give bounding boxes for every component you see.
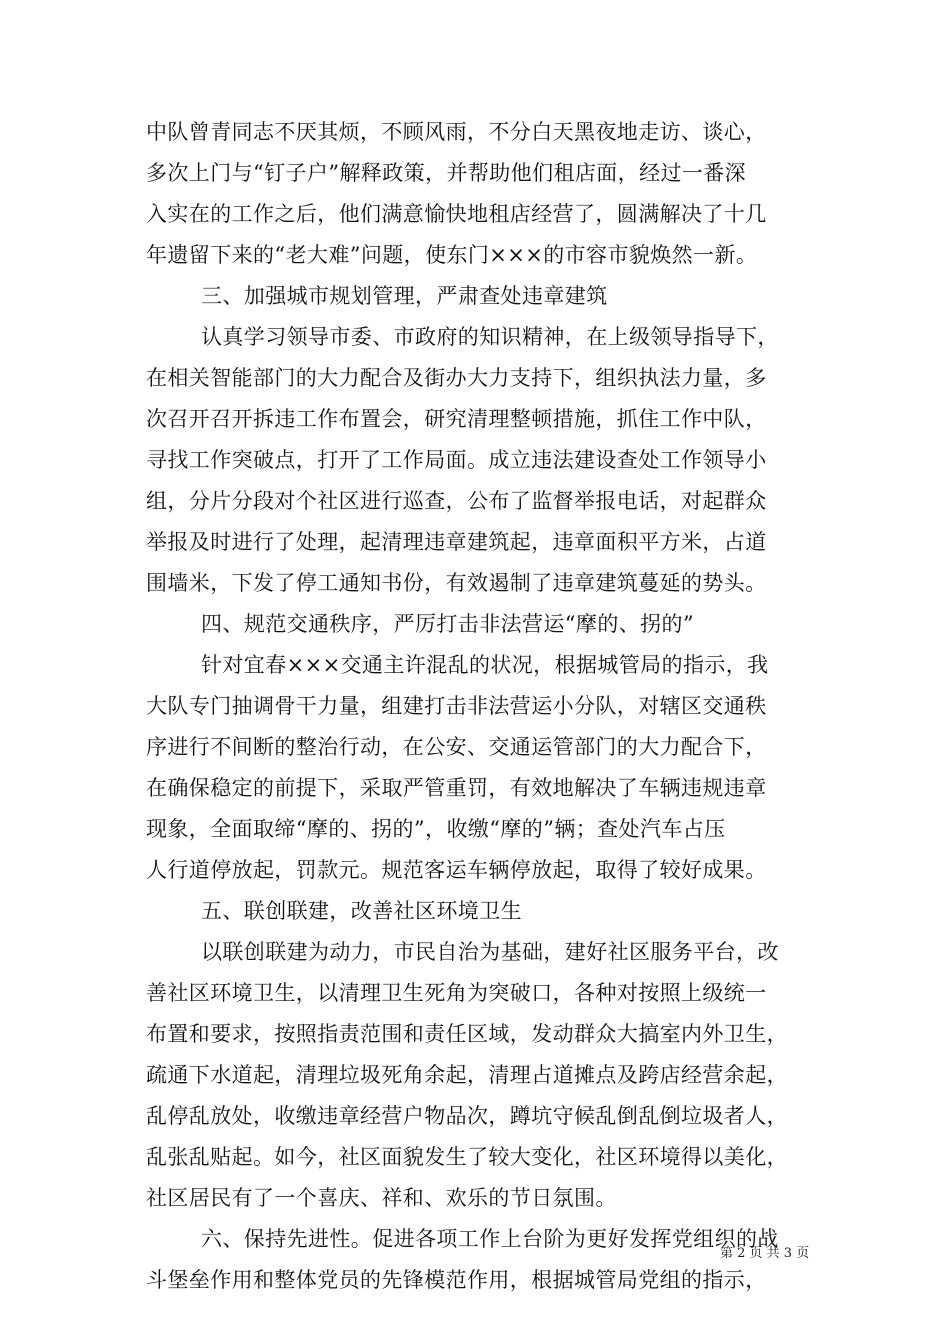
paragraph-line: 善社区环境卫生，以清理卫生死角为突破口，各种对按照上级统一 xyxy=(146,981,767,1005)
paragraph-line: 在确保稳定的前提下，采取严管重罚，有效地解决了车辆违规违章 xyxy=(146,776,767,800)
paragraph-line: 布置和要求，按照指责范围和责任区域，发动群众大搞室内外卫生， xyxy=(146,1022,788,1046)
section-heading-4: 四、规范交通秩序，严厉打击非法营运“摩的、拐的” xyxy=(201,612,695,636)
paragraph-line: 年遗留下来的“老大难”问题，使东门×××的市容市貌焕然一新。 xyxy=(146,243,758,267)
document-body xyxy=(146,112,810,1301)
paragraph-line: 社区居民有了一个喜庆、祥和、欢乐的节日氛围。 xyxy=(146,1186,617,1210)
paragraph-line: 认真学习领导市委、市政府的知识精神，在上级领导指导下， xyxy=(201,325,779,349)
paragraph-line: 在相关智能部门的大力配合及街办大力支持下，组织执法力量，多 xyxy=(146,366,767,390)
paragraph-line: 入实在的工作之后，他们满意愉快地租店经营了，圆满解决了十几 xyxy=(146,202,767,226)
paragraph-line: 人行道停放起，罚款元。规范客运车辆停放起，取得了较好成果。 xyxy=(146,858,767,882)
paragraph-line: 斗堡垒作用和整体党员的先锋模范作用，根据城管局党组的指示， xyxy=(146,1268,767,1292)
section-heading-5: 五、联创联建，改善社区环境卫生 xyxy=(201,899,522,923)
paragraph-line: 次召开召开拆违工作布置会，研究清理整顿措施，抓住工作中队， xyxy=(146,407,767,431)
paragraph-line: 乱停乱放处，收缴违章经营户物品次，蹲坑守候乱倒乱倒垃圾者人， xyxy=(146,1104,788,1128)
paragraph-line: 序进行不间断的整治行动，在公安、交通运管部门的大力配合下， xyxy=(146,735,767,759)
paragraph-line: 组，分片分段对个社区进行巡查，公布了监督举报电话，对起群众 xyxy=(146,489,767,513)
paragraph-line: 寻找工作突破点，打开了工作局面。成立违法建设查处工作领导小 xyxy=(146,448,767,472)
paragraph-line: 中队曾青同志不厌其烦，不顾风雨，不分白天黑夜地走访、谈心， xyxy=(146,120,767,144)
paragraph-line: 多次上门与“钉子户”解释政策，并帮助他们租店面，经过一番深 xyxy=(146,161,747,185)
paragraph-line: 以联创联建为动力，市民自治为基础，建好社区服务平台，改 xyxy=(201,940,779,964)
paragraph-line: 大队专门抽调骨干力量，组建打击非法营运小分队，对辖区交通秩 xyxy=(146,694,767,718)
paragraph-line: 现象，全面取缔“摩的、拐的”，收缴“摩的”辆；查处汽车占压 xyxy=(146,817,726,841)
paragraph-line: 针对宜春×××交通主许混乱的状况，根据城管局的指示，我 xyxy=(201,653,769,677)
section-heading-3: 三、加强城市规划管理，严肃查处违章建筑 xyxy=(201,284,608,308)
paragraph-line: 乱张乱贴起。如今，社区面貌发生了较大变化，社区环境得以美化， xyxy=(146,1145,788,1169)
section-heading-6: 六、保持先进性。促进各项工作上台阶为更好发挥党组织的战 xyxy=(201,1227,779,1251)
page-number-footer: 第 2 页 共 3 页 xyxy=(720,1246,810,1261)
paragraph-line: 围墙米，下发了停工通知书份，有效遏制了违章建筑蔓延的势头。 xyxy=(146,571,767,595)
paragraph-line: 举报及时进行了处理，起清理违章建筑起，违章面积平方米，占道 xyxy=(146,530,767,554)
paragraph-line: 疏通下水道起，清理垃圾死角余起，清理占道摊点及跨店经营余起， xyxy=(146,1063,788,1087)
